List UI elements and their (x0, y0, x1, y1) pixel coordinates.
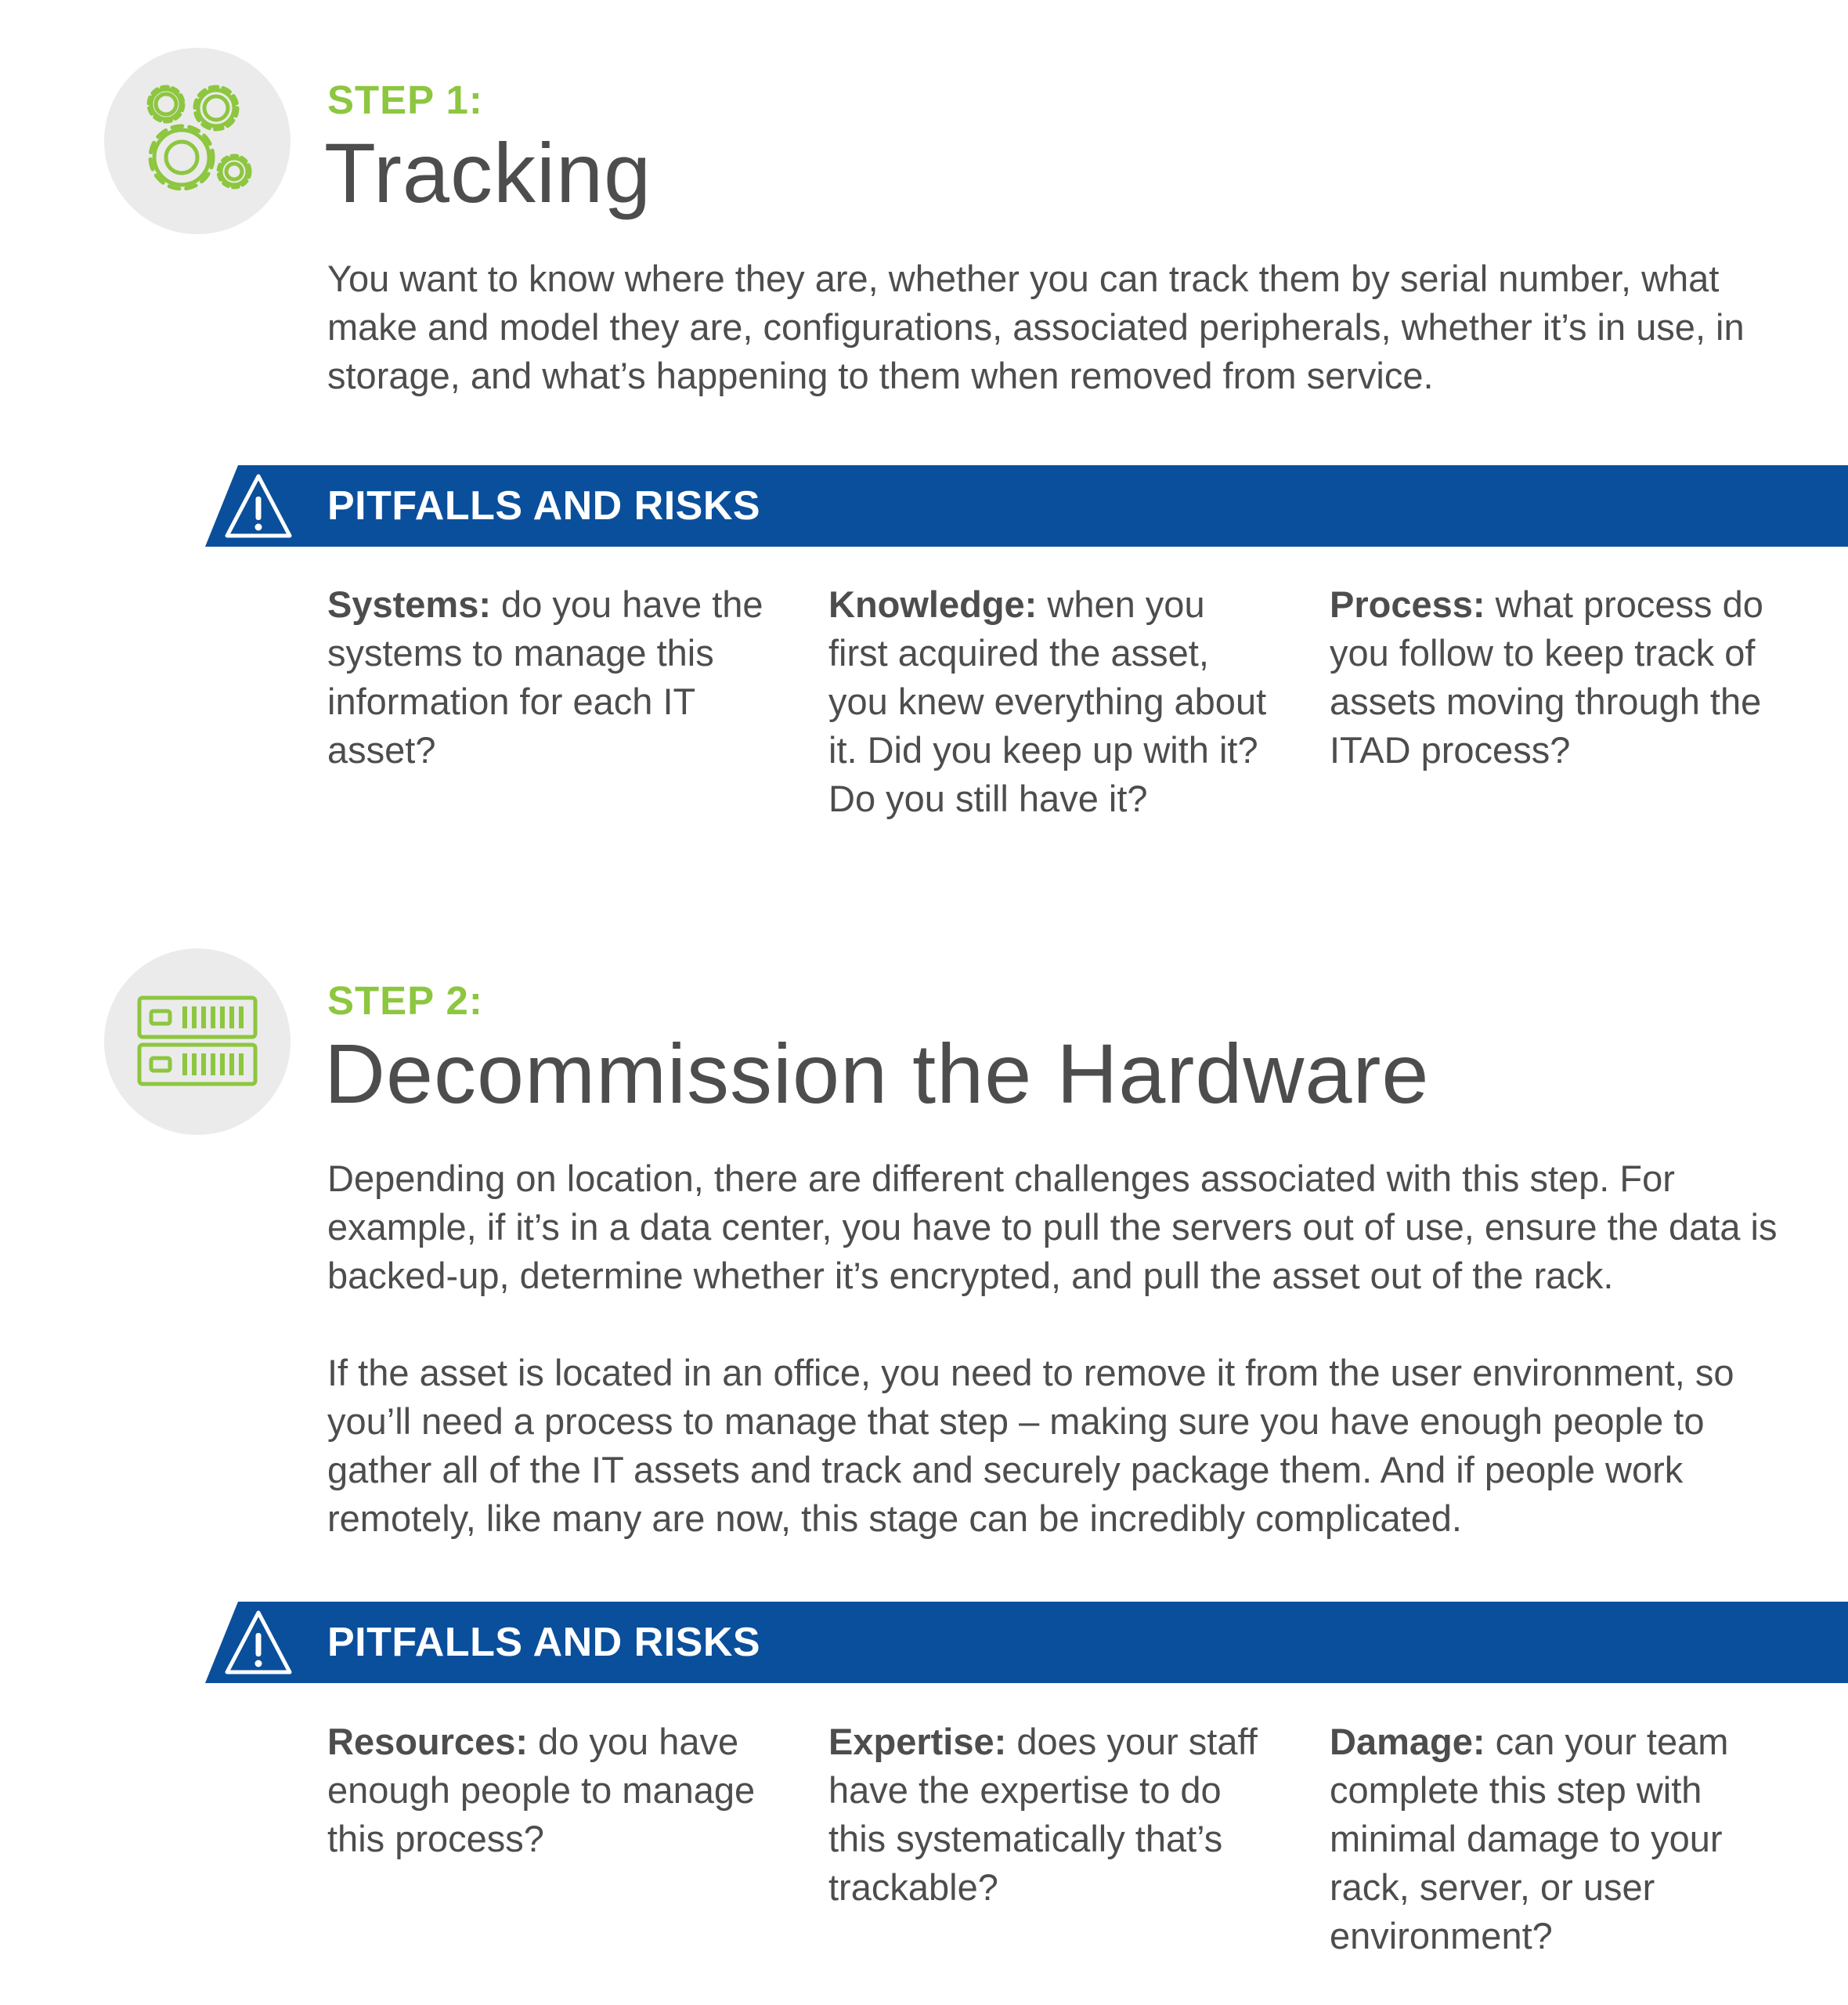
pitfall-text: can your team complete this step with minimal damage to your rack, server, or user environment? (1330, 1721, 1729, 1956)
step-1-title: Tracking (324, 125, 652, 220)
pitfall-term: Damage: (1330, 1721, 1485, 1762)
pitfall-text: when you first acquired the asset, you knew everything about it. Did you keep up with it? Do you still have it? (828, 583, 1267, 819)
step-2-description-2: If the asset is located in an office, you need to remove it from the user environment, so you’ll need a process to manage that step – making sure you have enough people to gather all of the IT assets and track and securely package them. And if people work remotely, like many are now, this stage can be incredibly complicated. (327, 1352, 1734, 1539)
pitfall-text: do you have the systems to manage this information for each IT asset? (327, 583, 763, 771)
step-1-icon-badge (104, 48, 291, 234)
pitfalls-heading-1: PITFALLS AND RISKS (327, 483, 761, 529)
pitfall-term: Knowledge: (828, 583, 1038, 625)
server-rack-icon (104, 948, 291, 1135)
warning-icon (222, 1606, 294, 1678)
pitfall-term: Resources: (327, 1721, 528, 1762)
pitfall-term: Systems: (327, 583, 491, 625)
pitfall-text: what process do you follow to keep track of assets moving through the ITAD process? (1330, 583, 1763, 771)
pitfall-text: do you have enough people to manage this process? (327, 1721, 756, 1859)
step-2-label: STEP 2: (327, 978, 483, 1023)
pitfall-systems (327, 580, 766, 775)
step-2-icon-badge (104, 948, 291, 1135)
pitfall-process (1330, 580, 1768, 775)
pitfall-expertise (828, 1718, 1267, 1912)
pitfall-term: Process: (1330, 583, 1485, 625)
pitfall-text: does your staff have the expertise to do this systematically that’s trackable? (828, 1721, 1258, 1908)
pitfall-resources (327, 1718, 766, 1863)
pitfalls-heading-2: PITFALLS AND RISKS (327, 1620, 761, 1665)
pitfall-damage (1330, 1718, 1768, 1960)
gears-icon (104, 48, 291, 234)
pitfall-term: Expertise: (828, 1721, 1007, 1762)
step-1-label: STEP 1: (327, 78, 483, 122)
step-2-description-1: Depending on location, there are different challenges associated with this step. For example, if it’s in a data center, you have to pull the servers out of use, ensure the data is backed-up, determine whether it’s encrypted, and pull the asset out of the rack. (327, 1158, 1778, 1296)
pitfall-knowledge (828, 580, 1267, 823)
step-1-description: You want to know where they are, whether you can track them by serial number, what make and model they are, configurations, associated peripherals, whether it’s in use, in storage, and what’s happening to them when removed from service. (327, 258, 1745, 396)
warning-icon (222, 470, 294, 542)
step-2-title: Decommission the Hardware (324, 1026, 1430, 1121)
